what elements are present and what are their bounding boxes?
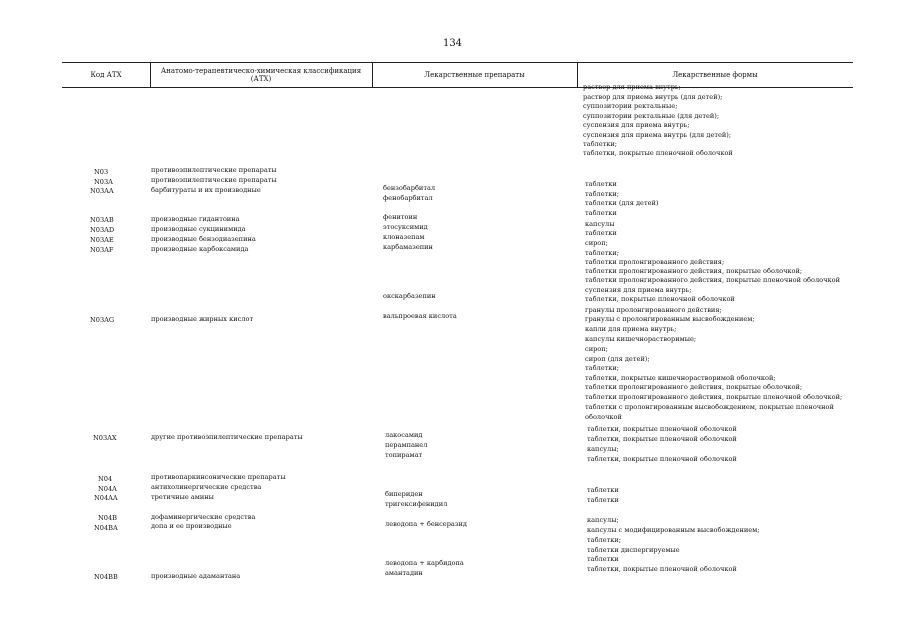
dosage-form: таблетки;: [585, 364, 620, 372]
atc-class: противоэпилептические препараты: [151, 176, 277, 184]
header-forms: Лекарственные формы: [672, 71, 758, 79]
dosage-form: таблетки (для детей): [585, 199, 659, 207]
drug-name: вальпроевая кислота: [383, 312, 457, 320]
dosage-form: гранулы пролонгированного действия;: [585, 306, 722, 314]
atc-code: N04B: [98, 514, 118, 522]
dosage-form: раствор для приема внутрь (для детей);: [583, 93, 723, 101]
dosage-form: таблетки: [587, 486, 619, 494]
atc-class: другие противоэпилептические препараты: [151, 433, 303, 441]
atc-code: N04A: [98, 485, 117, 493]
dosage-form: таблетки пролонгированного действия;: [585, 258, 725, 266]
drug-name: карбамазепин: [383, 243, 433, 251]
dosage-form: таблетки, покрытые кишечнорастворимой оболочкой;: [585, 374, 776, 382]
dosage-form: оболочкой: [585, 413, 622, 421]
dosage-form: капсулы кишечнорастворимые;: [585, 335, 697, 343]
atc-class: барбитураты и их производные: [151, 186, 261, 194]
atc-code: N03AD: [90, 226, 115, 234]
atc-code: N04BA: [94, 524, 118, 532]
atc-class: допа и ее производные: [151, 522, 232, 530]
atc-code: N03AE: [90, 236, 114, 244]
dosage-form: таблетки, покрытые пленочной оболочкой: [587, 425, 737, 433]
atc-code: N04BB: [94, 573, 118, 581]
atc-code: N04: [98, 475, 113, 483]
drug-name: леводопа + бенсеразид: [385, 520, 467, 528]
dosage-form: суспензия для приема внутрь;: [585, 286, 692, 294]
atc-class: антихолинергические средства: [151, 483, 262, 491]
dosage-form: сироп;: [585, 239, 608, 247]
drug-name: окскарбазепин: [383, 292, 436, 300]
atc-class: противопаркинсонические препараты: [151, 473, 286, 481]
dosage-form: сироп (для детей);: [585, 355, 650, 363]
dosage-form: таблетки: [587, 496, 619, 504]
dosage-form: капсулы: [585, 220, 615, 228]
atc-class: производные адамантана: [151, 572, 241, 580]
drug-name: фенитоин: [383, 213, 418, 221]
atc-code: N03A: [94, 178, 113, 186]
page-number: 134: [442, 38, 463, 49]
dosage-form: раствор для приема внутрь;: [583, 83, 681, 91]
atc-class: производные гидантоина: [151, 215, 240, 223]
drug-name: лакосамид: [385, 431, 423, 439]
dosage-form: капсулы с модифицированным высвобождением;: [587, 526, 760, 534]
atc-code: N04AA: [94, 494, 118, 502]
dosage-form: капсулы;: [587, 445, 619, 453]
dosage-form: таблетки, покрытые пленочной оболочкой: [587, 455, 737, 463]
atc-class: производные сукцинимида: [151, 225, 246, 233]
atc-class: производные карбоксамида: [151, 245, 249, 253]
dosage-form: таблетки пролонгированного действия, покрытые пленочной оболочкой: [585, 276, 840, 284]
drug-name: клоназепам: [383, 233, 425, 241]
drug-name: бипериден: [385, 490, 423, 498]
header-class: Анатомо-терапевтическо-химическая классификация (АТХ): [160, 67, 362, 83]
drug-name: бензобарбитал: [383, 184, 436, 192]
atc-code: N03: [94, 168, 109, 176]
atc-code: N03AX: [93, 434, 117, 442]
dosage-form: капсулы;: [587, 516, 619, 524]
drug-name: перампанел: [385, 441, 428, 449]
dosage-form: таблетки: [585, 209, 617, 217]
drug-name: фенобарбитал: [383, 194, 433, 202]
dosage-form: таблетки с пролонгированным высвобождением, покрытые пленочной: [585, 403, 834, 411]
dosage-form: гранулы с пролонгированным высвобождением;: [585, 315, 755, 323]
dosage-form: сироп;: [585, 345, 608, 353]
dosage-form: таблетки, покрытые пленочной оболочкой: [585, 295, 735, 303]
dosage-form: таблетки: [587, 555, 619, 563]
dosage-form: суппозитории ректальные (для детей);: [583, 112, 720, 120]
dosage-form: таблетки: [585, 229, 617, 237]
dosage-form: таблетки, покрытые пленочной оболочкой: [587, 435, 737, 443]
dosage-form: суппозитории ректальные;: [583, 102, 678, 110]
dosage-form: таблетки;: [583, 140, 618, 148]
dosage-form: таблетки пролонгированного действия, покрытые оболочкой;: [585, 267, 803, 275]
header-code: Код АТХ: [90, 71, 122, 79]
atc-code: N03AF: [90, 246, 114, 254]
dosage-form: таблетки, покрытые пленочной оболочкой: [583, 149, 733, 157]
dosage-form: таблетки;: [585, 249, 620, 257]
header-drugs: Лекарственные препараты: [424, 71, 525, 79]
dosage-form: капли для приема внутрь;: [585, 325, 677, 333]
dosage-form: таблетки, покрытые пленочной оболочкой: [587, 565, 737, 573]
drug-name: топирамат: [385, 451, 423, 459]
dosage-form: таблетки: [585, 180, 617, 188]
drug-name: этосуксимид: [383, 223, 428, 231]
drug-name: тригексифенидил: [385, 500, 448, 508]
drug-name: леводопа + карбидопа: [385, 559, 464, 567]
atc-class: дофаминергические средства: [151, 513, 256, 521]
atc-code: N03AG: [90, 316, 115, 324]
atc-class: производные бензодиазепина: [151, 235, 256, 243]
atc-class: противоэпилептические препараты: [151, 166, 277, 174]
dosage-form: суспензия для приема внутрь;: [583, 121, 690, 129]
dosage-form: таблетки пролонгированного действия, покрытые пленочной оболочкой;: [585, 393, 843, 401]
atc-code: N03AA: [90, 187, 114, 195]
table-header: [62, 62, 853, 88]
dosage-form: таблетки диспергируемые: [587, 546, 680, 554]
dosage-form: таблетки;: [585, 190, 620, 198]
dosage-form: суспензия для приема внутрь (для детей);: [583, 131, 732, 139]
atc-class: третичные амины: [151, 493, 214, 501]
atc-code: N03AB: [90, 216, 114, 224]
dosage-form: таблетки;: [587, 536, 622, 544]
drug-name: амантадин: [385, 569, 423, 577]
atc-class: производные жирных кислот: [151, 315, 254, 323]
dosage-form: таблетки пролонгированного действия, покрытые оболочкой;: [585, 383, 803, 391]
